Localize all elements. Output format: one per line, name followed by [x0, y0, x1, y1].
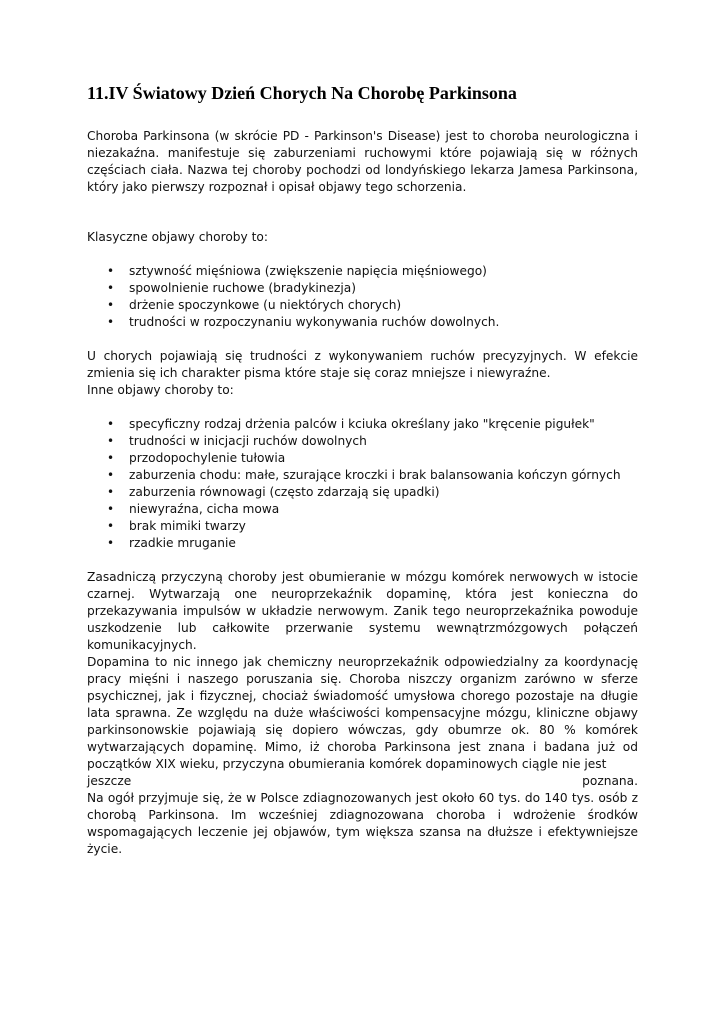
list-item: • spowolnienie ruchowe (bradykinezja)	[129, 280, 638, 297]
list-item: • zaburzenia równowagi (często zdarzają się upadki)	[129, 484, 638, 501]
other-symptoms-list	[87, 416, 638, 552]
list-item: • rzadkie mruganie	[129, 535, 638, 552]
list-item: • drżenie spoczynkowe (u niektórych chorych)	[129, 297, 638, 314]
last-line-right-word: poznana.	[582, 774, 638, 788]
list-item: • trudności w rozpoczynaniu wykonywania ruchów dowolnych.	[129, 314, 638, 331]
list-item: • specyficzny rodzaj drżenia palców i kciuka określany jako "kręcenie pigułek"	[129, 416, 638, 433]
intro-paragraph: Choroba Parkinsona (w skrócie PD - Parkinson's Disease) jest to choroba neurologiczna i niezakaźna. manifestuje się zaburzeniami ruchowymi które pojawiają się w różnych częściach ciała. Nazwa tej choroby pochodzi od londyńskiego lekarza Jamesa Parkinsona, który jako pierwszy rozpoznał i opisał objawy tego schorzenia.	[87, 129, 638, 194]
list-item: • zaburzenia chodu: małe, szurające kroczki i brak balansowania kończyn górnych	[129, 467, 638, 484]
statistics-paragraph: Na ogół przyjmuje się, że w Polsce zdiagnozowanych jest około 60 tys. do 140 tys. osób z chorobą Parkinsona. Im wcześniej zdiagnozowana choroba i wdrożenie środków wspomagających leczenie jej objawów, tym większa szansa na dłuższe i efektywniejsze życie.	[87, 791, 638, 856]
classic-symptoms-list	[87, 263, 638, 331]
list-item: • sztywność mięśniowa (zwiększenie napięcia mięśniowego)	[129, 263, 638, 280]
classic-symptoms-lead: Klasyczne objawy choroby to:	[87, 230, 268, 244]
list-item: • przodopochylenie tułowia	[129, 450, 638, 467]
page-title: 11.IV Światowy Dzień Chorych Na Chorobę Parkinsona	[87, 83, 517, 103]
list-item: • niewyraźna, cicha mowa	[129, 501, 638, 518]
dopamine-paragraph: Dopamina to nic innego jak chemiczny neuroprzekaźnik odpowiedzialny za koordynację pracy mięśni i naszego poruszania się. Choroba niszczy organizm zarówno w sferze psychicznej, jak i fizycznej, chociaż świadomość umysłowa chorego pozostaje na długie lata sprawna. Ze względu na duże właściwości kompensacyjne mózgu, kliniczne objawy parkinsonowskie pojawiają się dopiero wówczas, gdy obumrze ok. 80 % komórek wytwarzających dopaminę. Mimo, iż choroba Parkinsona jest znana i badana już od początków XIX wieku, przyczyna obumierania komórek dopaminowych ciągle nie jest	[87, 655, 638, 771]
list-item: • trudności w inicjacji ruchów dowolnych	[129, 433, 638, 450]
last-line-left-word: jeszcze	[87, 774, 132, 788]
dopamine-paragraph-last-line	[87, 773, 638, 790]
cause-paragraph: Zasadniczą przyczyną choroby jest obumieranie w mózgu komórek nerwowych w istocie czarnej. Wytwarzają one neuroprzekaźnik dopaminę, która jest konieczna do przekazywania impulsów w układzie nerwowym. Zanik tego neuroprzekaźnika powoduje uszkodzenie lub całkowite przerwanie systemu wewnątrzmózgowych połączeń komunikacyjnych.	[87, 570, 638, 652]
list-item: • brak mimiki twarzy	[129, 518, 638, 535]
other-symptoms-lead: Inne objawy choroby to:	[87, 383, 234, 397]
writing-paragraph: U chorych pojawiają się trudności z wykonywaniem ruchów precyzyjnych. W efekcie zmienia się ich charakter pisma które staje się coraz mniejsze i niewyraźne.	[87, 349, 638, 380]
